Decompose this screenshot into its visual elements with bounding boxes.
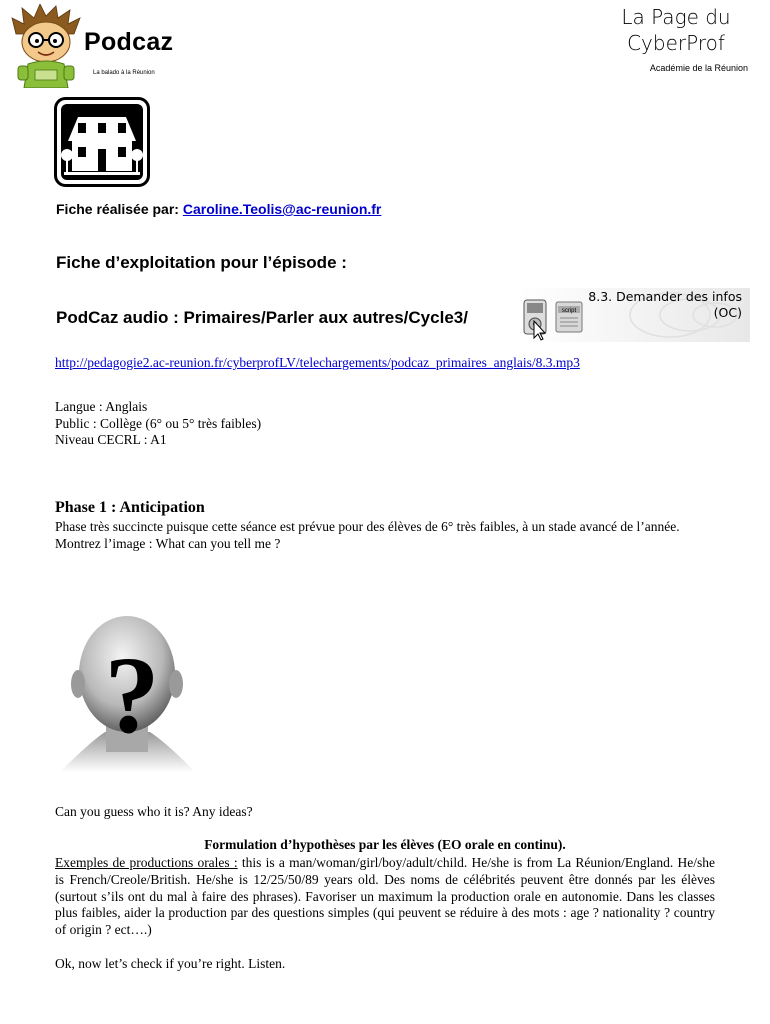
podcaz-heading: PodCaz audio : Primaires/Parler aux autres/Cycle3/ — [56, 308, 468, 327]
listen-line: Ok, now let’s check if you’re right. Listen. — [55, 956, 286, 971]
examples-label: Exemples de productions orales : — [55, 855, 238, 870]
episode-label — [582, 289, 742, 321]
podcaz-brand-title: Podcaz — [84, 28, 174, 56]
examples-text: this is a man/woman/girl/boy/adult/child. He/she is from La Réunion/England. He/she is French/Creole/British. He/she is 12/25/50/89 years old. Des noms de célébrités peuvent être donnés par les élèves (surtout s’ils ont du mal à faire des phrases). Favoriser un maximum la production orale en autonomie. Dans les classes plus faibles, aider la production par des questions simples (qui peuvent se réduire à des mots : age ? nationality ? country of origin ? ect….) — [55, 855, 715, 938]
cyberprof-subtitle: Académie de la Réunion — [649, 63, 748, 73]
script-icon — [556, 302, 582, 332]
house-icon — [54, 97, 150, 187]
author-line — [56, 201, 381, 217]
cyberprof-title — [606, 4, 746, 56]
guess-prompt: Can you guess who it is? Any ideas? — [55, 804, 253, 819]
cyberprof-title-line2: CyberProf — [627, 31, 725, 55]
meta-public: Public : Collège (6° ou 5° très faibles) — [55, 415, 262, 431]
author-email-link[interactable]: Caroline.Teolis@ac-reunion.fr — [182, 201, 382, 217]
episode-label-line2: (OC) — [713, 305, 742, 320]
meta-niveau: Niveau CECRL : A1 — [55, 432, 167, 447]
phase1-title: Phase 1 : Anticipation — [55, 499, 205, 516]
podcaz-mascot-logo — [8, 4, 86, 88]
script-icon-label: script — [561, 308, 577, 314]
mp3-link[interactable]: http://pedagogie2.ac-reunion.fr/cyberprofLV/telechargements/podcaz_primaires_anglais/8.3.mp3 — [55, 355, 580, 370]
author-label: Fiche réalisée par: — [56, 201, 179, 217]
question-mark-icon: ? — [104, 634, 160, 756]
cyberprof-title-line1: La Page du — [621, 5, 731, 29]
fiche-heading: Fiche d’exploitation pour l’épisode : — [56, 253, 347, 272]
episode-label-line1: 8.3. Demander des infos — [588, 289, 742, 304]
phase1-line1: Phase très succincte puisque cette séance est prévue pour des élèves de 6° très faibles, à un stade avancé de l’année. — [55, 519, 680, 534]
meta-block — [55, 399, 261, 449]
podcaz-tagline: La balado à la Réunion — [93, 70, 155, 76]
formulation-title: Formulation d’hypothèses par les élèves (EO orale en continu). — [204, 837, 566, 852]
examples-paragraph — [55, 855, 715, 939]
phase1-line2: Montrez l’image : What can you tell me ? — [55, 535, 281, 551]
meta-langue: Langue : Anglais — [55, 399, 148, 414]
phase1-body — [55, 519, 715, 552]
mystery-head-image — [60, 612, 195, 774]
